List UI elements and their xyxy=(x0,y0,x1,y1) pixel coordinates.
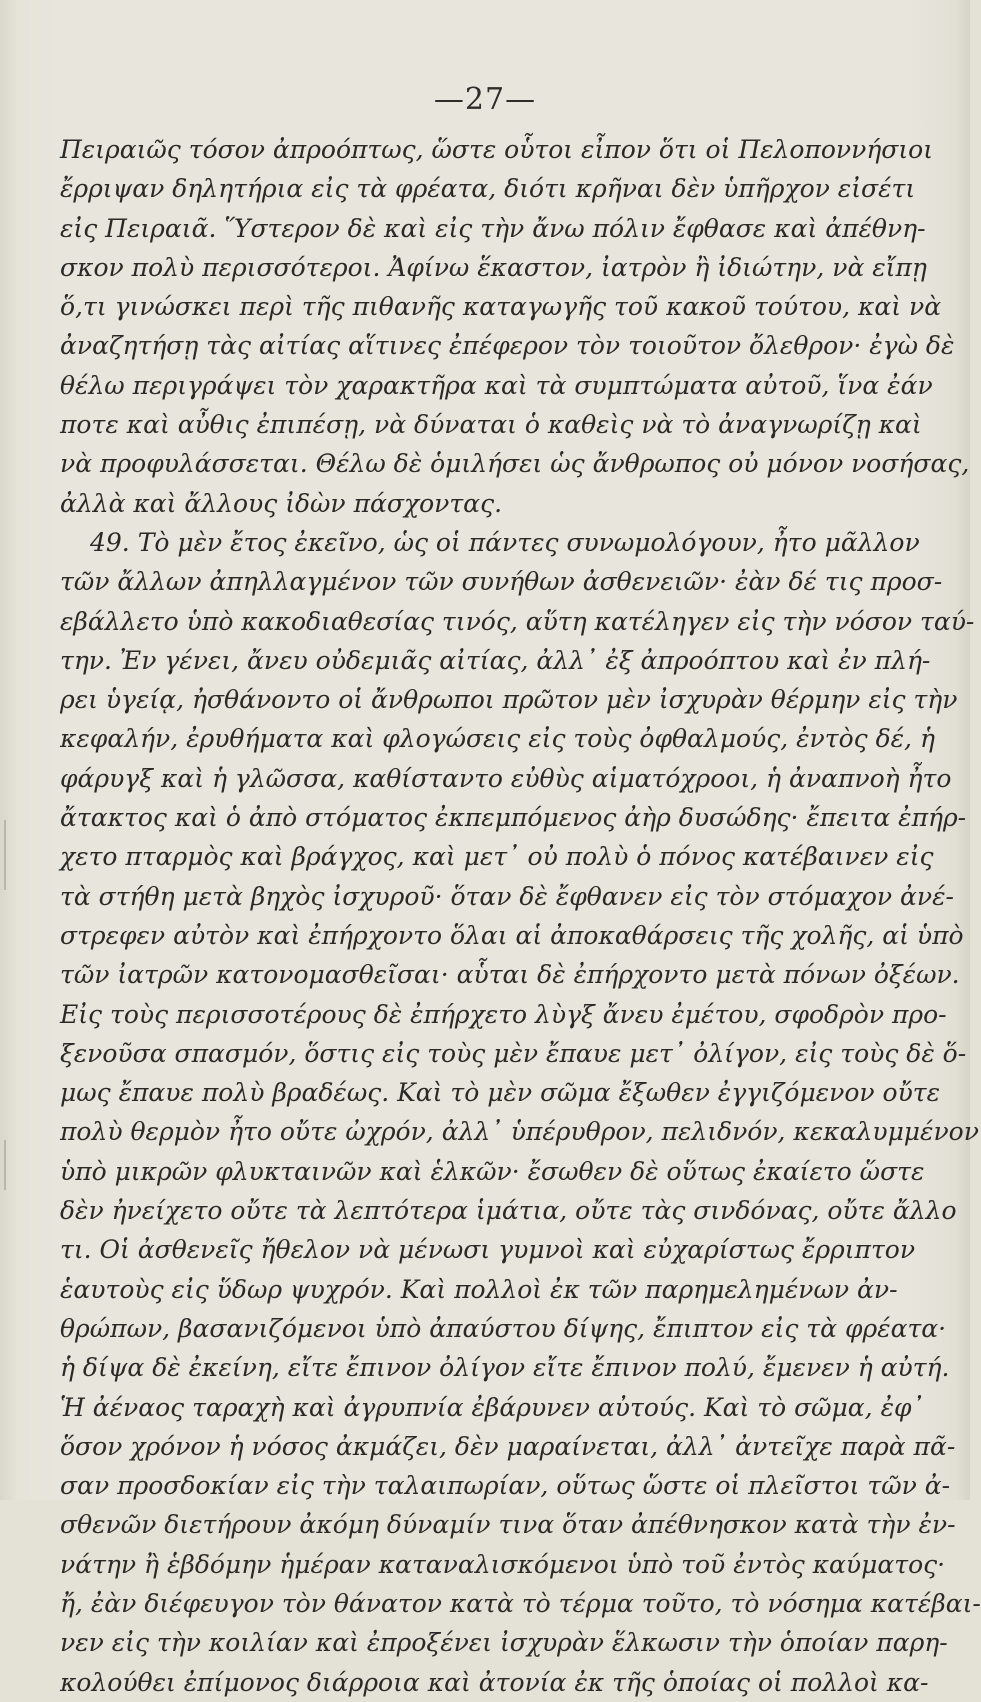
text-line: κεφαλήν, ἐρυθήματα καὶ φλογώσεις εἰς τοὺς ὀφθαλμούς, ἐντὸς δέ, ἡ xyxy=(60,724,935,754)
text-line: τῶν ἄλλων ἀπηλλαγμένον τῶν συνήθων ἀσθενειῶν· ἐὰν δέ τις προσ- xyxy=(60,567,943,597)
text-line: ὑπὸ μικρῶν φλυκταινῶν καὶ ἑλκῶν· ἔσωθεν δὲ οὕτως ἐκαίετο ὥστε xyxy=(60,1156,925,1186)
text-line: χετο πταρμὸς καὶ βράγχος, καὶ μετ᾽ οὐ πολὺ ὁ πόνος κατέβαινεν εἰς xyxy=(60,842,934,872)
text-line: τι. Οἱ ἀσθενεῖς ἤθελον νὰ μένωσι γυμνοὶ καὶ εὐχαρίστως ἔρριπτον xyxy=(60,1235,916,1265)
text-line: πολὺ θερμὸν ἦτο οὔτε ὠχρόν, ἀλλ᾽ ὑπέρυθρον, πελιδνόν, κεκαλυμμένον xyxy=(60,1117,979,1147)
text-line: τῶν ἰατρῶν κατονομασθεῖσαι· αὗται δὲ ἐπήρχοντο μετὰ πόνων ὀξέων. xyxy=(60,960,960,990)
text-line: ἡ δίψα δὲ ἐκείνη, εἴτε ἔπινον ὀλίγον εἴτε ἔπινον πολύ, ἔμενεν ἡ αὐτή. xyxy=(60,1353,950,1383)
text-line: θέλω περιγράψει τὸν χαρακτῆρα καὶ τὰ συμπτώματα αὐτοῦ, ἵνα ἐάν xyxy=(60,370,933,400)
text-line: εἰς Πειραιᾶ. Ὕστερον δὲ καὶ εἰς τὴν ἄνω πόλιν ἔφθασε καὶ ἀπέθνη- xyxy=(60,213,926,243)
text-line: Ἡ ἀέναος ταραχὴ καὶ ἀγρυπνία ἐβάρυνεν αὐτούς. Καὶ τὸ σῶμα, ἐφ᾽ xyxy=(60,1392,924,1422)
text-line: μως ἔπαυε πολὺ βραδέως. Καὶ τὸ μὲν σῶμα ἔξωθεν ἐγγιζόμενον οὔτε xyxy=(60,1078,941,1108)
body-text xyxy=(60,130,981,1702)
text-line: την. Ἐν γένει, ἄνευ οὐδεμιᾶς αἰτίας, ἀλλ᾽ ἐξ ἀπροόπτου καὶ ἐν πλή- xyxy=(60,645,931,675)
text-line: νὰ προφυλάσσεται. Θέλω δὲ ὁμιλήσει ὡς ἄνθρωπος οὐ μόνον νοσήσας, xyxy=(60,449,970,479)
text-line: ἀλλὰ καὶ ἄλλους ἰδὼν πάσχοντας. xyxy=(60,488,503,518)
text-line: δὲν ἠνείχετο οὔτε τὰ λεπτότερα ἱμάτια, οὔτε τὰς σινδόνας, οὔτε ἄλλο xyxy=(60,1196,957,1226)
text-line: ξενοῦσα σπασμόν, ὅστις εἰς τοὺς μὲν ἔπαυε μετ᾽ ὀλίγον, εἰς τοὺς δὲ ὅ- xyxy=(60,1038,967,1068)
text-line: ἔρριψαν δηλητήρια εἰς τὰ φρέατα, διότι κρῆναι δὲν ὑπῆρχον εἰσέτι xyxy=(60,174,916,204)
text-line: 49. Τὸ μὲν ἔτος ἐκεῖνο, ὡς οἱ πάντες συνωμολόγουν, ἦτο μᾶλλον xyxy=(90,527,920,557)
text-line: ὅσον χρόνον ἡ νόσος ἀκμάζει, δὲν μαραίνεται, ἀλλ᾽ ἀντεῖχε παρὰ πᾶ- xyxy=(60,1431,956,1461)
text-line: Πειραιῶς τόσον ἀπροόπτως, ὥστε οὗτοι εἶπον ὅτι οἱ Πελοποννήσιοι xyxy=(60,135,934,164)
text-line: τὰ στήθη μετὰ βηχὸς ἰσχυροῦ· ὅταν δὲ ἔφθανεν εἰς τὸν στόμαχον ἀνέ- xyxy=(60,881,954,911)
text-line: νεν εἰς τὴν κοιλίαν καὶ ἐπροξένει ἰσχυρὰν ἕλκωσιν τὴν ὁποίαν παρη- xyxy=(60,1628,948,1658)
page-number: —27— xyxy=(433,82,537,117)
text-line: ἤ, ἐὰν διέφευγον τὸν θάνατον κατὰ τὸ τέρμα τοῦτο, τὸ νόσημα κατέβαι- xyxy=(60,1588,981,1618)
text-line: εβάλλετο ὑπὸ κακοδιαθεσίας τινός, αὕτη κατέληγεν εἰς τὴν νόσον ταύ- xyxy=(60,606,975,636)
text-line: νάτην ἢ ἑβδόμην ἡμέραν καταναλισκόμενοι ὑπὸ τοῦ ἐντὸς καύματος· xyxy=(60,1549,946,1579)
text-line: σκον πολὺ περισσότεροι. Ἀφίνω ἕκαστον, ἰατρὸν ἢ ἰδιώτην, νὰ εἴπῃ xyxy=(60,252,927,282)
text-line: ποτε καὶ αὖθις ἐπιπέσῃ, νὰ δύναται ὁ καθεὶς νὰ τὸ ἀναγνωρίζῃ καὶ xyxy=(60,410,922,440)
text-line: ὅ,τι γινώσκει περὶ τῆς πιθανῆς καταγωγῆς τοῦ κακοῦ τούτου, καὶ νὰ xyxy=(60,292,942,322)
text-line: κολούθει ἐπίμονος διάρροια καὶ ἀτονία ἐκ τῆς ὁποίας οἱ πολλοὶ κα- xyxy=(60,1667,929,1697)
gutter-shadow xyxy=(4,1140,6,1190)
text-line: Εἰς τοὺς περισσοτέρους δὲ ἐπήρχετο λὺγξ ἄνευ ἐμέτου, σφοδρὸν προ- xyxy=(60,999,947,1029)
text-line: ἄτακτος καὶ ὁ ἀπὸ στόματος ἐκπεμπόμενος ἀὴρ δυσώδης· ἔπειτα ἐπήρ- xyxy=(60,803,967,833)
text-line: σαν προσδοκίαν εἰς τὴν ταλαιπωρίαν, οὕτως ὥστε οἱ πλεῖστοι τῶν ἀ- xyxy=(60,1471,951,1501)
text-line: θρώπων, βασανιζόμενοι ὑπὸ ἀπαύστου δίψης, ἔπιπτον εἰς τὰ φρέατα· xyxy=(60,1313,947,1343)
text-line: σθενῶν διετήρουν ἀκόμη δύναμίν τινα ὅταν ἀπέθνησκον κατὰ τὴν ἐν- xyxy=(60,1510,956,1540)
text-line: στρεφεν αὐτὸν καὶ ἐπήρχοντο ὅλαι αἱ ἀποκαθάρσεις τῆς χολῆς, αἱ ὑπὸ xyxy=(60,920,964,950)
text-line: ἀναζητήσῃ τὰς αἰτίας αἵτινες ἐπέφερον τὸν τοιοῦτον ὄλεθρον· ἐγὼ δὲ xyxy=(60,331,955,361)
text-line: ἑαυτοὺς εἰς ὕδωρ ψυχρόν. Καὶ πολλοὶ ἐκ τῶν παρημελημένων ἀν- xyxy=(60,1274,898,1304)
gutter-shadow xyxy=(4,820,6,890)
text-line: φάρυγξ καὶ ἡ γλῶσσα, καθίσταντο εὐθὺς αἱματόχροοι, ἡ ἀναπνοὴ ἦτο xyxy=(60,763,952,793)
text-line: ρει ὑγείᾳ, ἠσθάνοντο οἱ ἄνθρωποι πρῶτον μὲν ἰσχυρὰν θέρμην εἰς τὴν xyxy=(60,685,958,715)
